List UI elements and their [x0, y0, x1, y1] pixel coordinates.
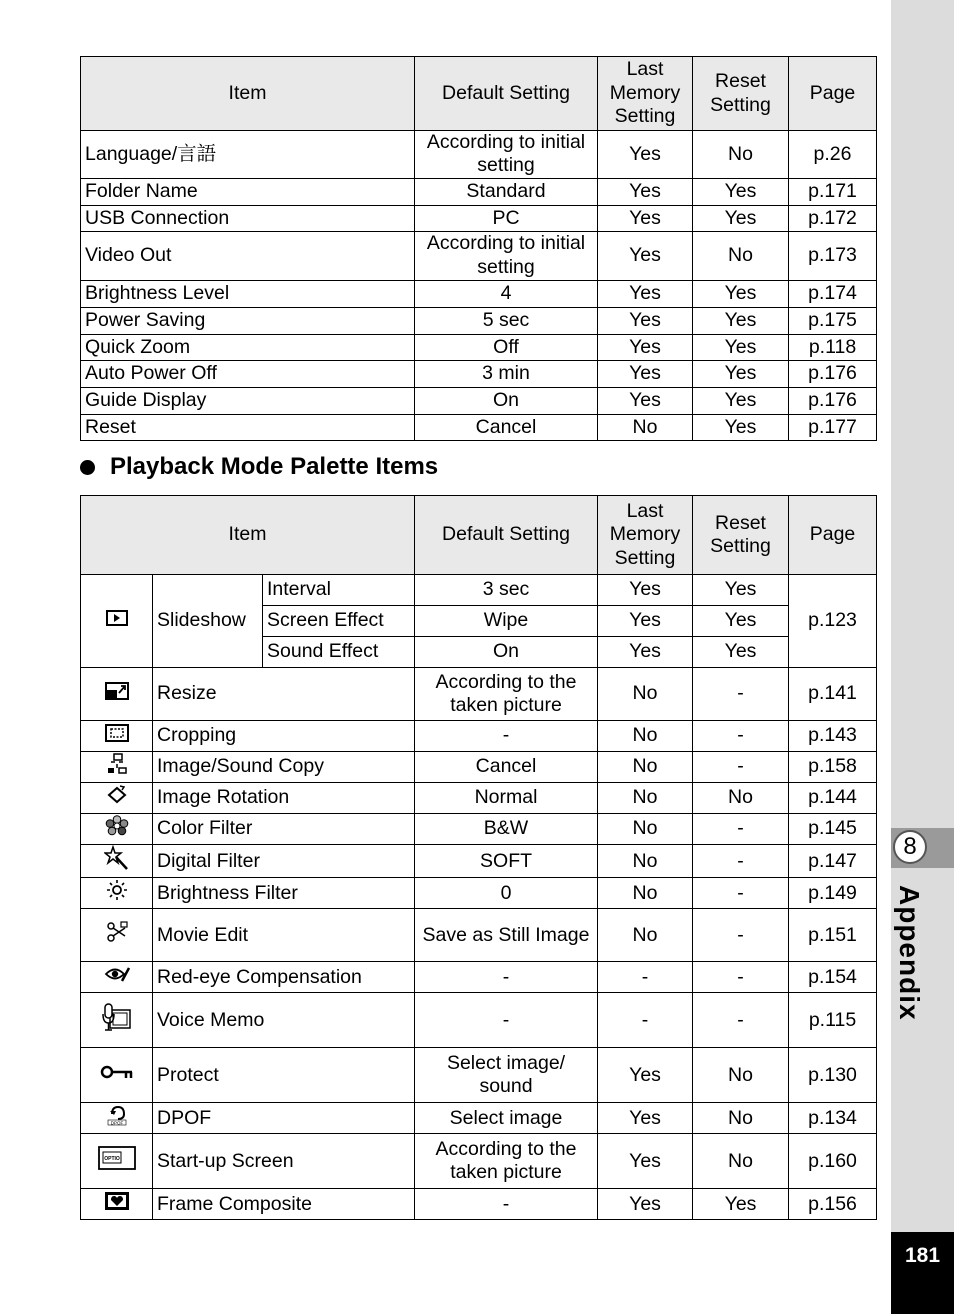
cell-item: Brightness Filter: [153, 878, 415, 909]
table-row: [81, 845, 877, 878]
cell-item: Video Out: [81, 231, 415, 280]
table-row: [81, 1134, 877, 1189]
cell-default: -: [415, 721, 598, 752]
cell-default: 3 sec: [415, 575, 598, 606]
cell-item: Digital Filter: [153, 845, 415, 878]
table-row: [81, 1048, 877, 1103]
table-row: [81, 414, 877, 440]
cell-last-memory: Yes: [598, 1189, 693, 1220]
cell-last-memory: No: [598, 814, 693, 845]
cell-item: DPOF: [153, 1103, 415, 1134]
rotation-icon: [106, 785, 128, 811]
cell-icon: [81, 878, 153, 909]
header-page: Page: [789, 57, 877, 131]
resize-icon: [105, 682, 129, 706]
cell-default: Save as Still Image: [415, 909, 598, 962]
settings-table: [80, 56, 877, 441]
cell-item: Cropping: [153, 721, 415, 752]
digital-filter-icon: [104, 845, 130, 877]
table-row: [81, 721, 877, 752]
cell-last-memory: No: [598, 668, 693, 721]
header-item: Item: [81, 57, 415, 131]
svg-text:DPOF: DPOF: [110, 1120, 123, 1126]
cell-page: p.141: [789, 668, 877, 721]
cell-item: Guide Display: [81, 387, 415, 414]
cell-reset: Yes: [693, 414, 789, 440]
header-item: Item: [81, 496, 415, 575]
cell-item: Reset: [81, 414, 415, 440]
cell-icon: [81, 845, 153, 878]
cell-default: -: [415, 962, 598, 993]
cell-icon: [81, 1103, 153, 1134]
startup-screen-icon: [98, 1146, 136, 1176]
cell-reset: Yes: [693, 205, 789, 231]
svg-text:OPTIO: OPTIO: [103, 1156, 120, 1163]
cell-last-memory: No: [598, 752, 693, 783]
cell-page: p.149: [789, 878, 877, 909]
page-number: 181: [891, 1232, 954, 1314]
cell-default: Wipe: [415, 606, 598, 637]
brightness-icon: [106, 879, 128, 907]
cell-icon: [81, 668, 153, 721]
voice-memo-icon: [101, 1002, 133, 1038]
table-row: [81, 334, 877, 360]
cell-default: On: [415, 637, 598, 668]
cell-last-memory: Yes: [598, 360, 693, 387]
cell-reset: No: [693, 1134, 789, 1189]
cell-reset: Yes: [693, 334, 789, 360]
cell-page: p.175: [789, 307, 877, 334]
cell-reset: -: [693, 752, 789, 783]
cell-item: Movie Edit: [153, 909, 415, 962]
cell-icon: [81, 1048, 153, 1103]
cell-reset: -: [693, 668, 789, 721]
cell-page: p.172: [789, 205, 877, 231]
cell-item: USB Connection: [81, 205, 415, 231]
cell-last-memory: No: [598, 783, 693, 814]
cell-reset: -: [693, 814, 789, 845]
color-filter-icon: [104, 815, 130, 843]
cell-item: Power Saving: [81, 307, 415, 334]
cell-icon: [81, 909, 153, 962]
cell-reset: No: [693, 1103, 789, 1134]
cell-default: According to the taken picture: [415, 1134, 598, 1189]
section-heading: [80, 453, 438, 481]
cell-item: Auto Power Off: [81, 360, 415, 387]
header-last-memory: Last Memory Setting: [598, 57, 693, 131]
cell-item: Slideshow: [153, 575, 263, 668]
cell-page: p.171: [789, 178, 877, 205]
table-row: [81, 1189, 877, 1220]
cell-last-memory: No: [598, 721, 693, 752]
cell-icon: [81, 575, 153, 668]
cell-item: Quick Zoom: [81, 334, 415, 360]
table-row: [81, 205, 877, 231]
table-row: [81, 993, 877, 1048]
table-row: [81, 280, 877, 307]
cell-reset: -: [693, 909, 789, 962]
header-last-memory: Last Memory Setting: [598, 496, 693, 575]
cell-reset: Yes: [693, 387, 789, 414]
cell-icon: [81, 1134, 153, 1189]
cell-reset: Yes: [693, 637, 789, 668]
cell-last-memory: No: [598, 414, 693, 440]
cell-item: Frame Composite: [153, 1189, 415, 1220]
cell-reset: -: [693, 878, 789, 909]
cell-last-memory: Yes: [598, 205, 693, 231]
cropping-icon: [105, 724, 129, 748]
cell-page: p.130: [789, 1048, 877, 1103]
cell-default: Normal: [415, 783, 598, 814]
cell-last-memory: Yes: [598, 387, 693, 414]
cell-default: Cancel: [415, 752, 598, 783]
table-row: [81, 231, 877, 280]
table-row: [81, 178, 877, 205]
dpof-icon: [106, 1104, 128, 1132]
table-header-row: [81, 496, 877, 575]
section-heading-text: Playback Mode Palette Items: [110, 453, 439, 480]
cell-default: 5 sec: [415, 307, 598, 334]
playback-palette-table: [80, 495, 877, 1220]
cell-icon: [81, 993, 153, 1048]
cell-page: p.145: [789, 814, 877, 845]
cell-default: Select image/ sound: [415, 1048, 598, 1103]
cell-default: Standard: [415, 178, 598, 205]
cell-subitem: Interval: [263, 575, 415, 606]
cell-last-memory: -: [598, 993, 693, 1048]
cell-default: B&W: [415, 814, 598, 845]
table-row: [81, 360, 877, 387]
cell-page: p.160: [789, 1134, 877, 1189]
table-row: [81, 962, 877, 993]
table-row: [81, 752, 877, 783]
cell-default: 3 min: [415, 360, 598, 387]
cell-default: -: [415, 993, 598, 1048]
cell-reset: Yes: [693, 280, 789, 307]
cell-reset: -: [693, 845, 789, 878]
table-row: [81, 131, 877, 179]
red-eye-icon: [104, 964, 130, 990]
cell-last-memory: Yes: [598, 606, 693, 637]
cell-icon: [81, 752, 153, 783]
chapter-title: Appendix: [894, 885, 925, 1021]
copy-icon: [105, 753, 129, 781]
cell-reset: Yes: [693, 360, 789, 387]
table-row: [81, 909, 877, 962]
cell-last-memory: Yes: [598, 334, 693, 360]
cell-last-memory: No: [598, 909, 693, 962]
table-row: [81, 878, 877, 909]
cell-reset: No: [693, 1048, 789, 1103]
cell-last-memory: -: [598, 962, 693, 993]
cell-item: Protect: [153, 1048, 415, 1103]
cell-last-memory: Yes: [598, 231, 693, 280]
cell-last-memory: Yes: [598, 307, 693, 334]
table-row: [81, 575, 877, 606]
cell-reset: -: [693, 962, 789, 993]
frame-composite-icon: [104, 1191, 130, 1217]
cell-item: Language/言語: [81, 131, 415, 179]
cell-reset: No: [693, 231, 789, 280]
cell-default: SOFT: [415, 845, 598, 878]
cell-reset: No: [693, 783, 789, 814]
cell-default: 0: [415, 878, 598, 909]
cell-page: p.174: [789, 280, 877, 307]
cell-subitem: Screen Effect: [263, 606, 415, 637]
cell-last-memory: Yes: [598, 131, 693, 179]
cell-icon: [81, 962, 153, 993]
cell-reset: Yes: [693, 178, 789, 205]
cell-page: p.26: [789, 131, 877, 179]
cell-last-memory: Yes: [598, 575, 693, 606]
cell-default: According to initial setting: [415, 131, 598, 179]
header-default: Default Setting: [415, 57, 598, 131]
cell-page: p.177: [789, 414, 877, 440]
cell-last-memory: Yes: [598, 1103, 693, 1134]
cell-last-memory: No: [598, 878, 693, 909]
table-row: [81, 668, 877, 721]
cell-item: Red-eye Compensation: [153, 962, 415, 993]
cell-icon: [81, 1189, 153, 1220]
cell-page: p.154: [789, 962, 877, 993]
cell-icon: [81, 814, 153, 845]
movie-edit-icon: [105, 921, 129, 949]
cell-default: On: [415, 387, 598, 414]
cell-default: 4: [415, 280, 598, 307]
cell-item: Folder Name: [81, 178, 415, 205]
cell-reset: -: [693, 721, 789, 752]
cell-last-memory: Yes: [598, 178, 693, 205]
cell-page: p.118: [789, 334, 877, 360]
cell-page: p.156: [789, 1189, 877, 1220]
table-header-row: [81, 57, 877, 131]
cell-page: p.176: [789, 360, 877, 387]
cell-item: Voice Memo: [153, 993, 415, 1048]
cell-item: Start-up Screen: [153, 1134, 415, 1189]
cell-page: p.176: [789, 387, 877, 414]
cell-page: p.173: [789, 231, 877, 280]
cell-item: Image/Sound Copy: [153, 752, 415, 783]
cell-page: p.143: [789, 721, 877, 752]
cell-default: Off: [415, 334, 598, 360]
cell-default: Select image: [415, 1103, 598, 1134]
cell-reset: Yes: [693, 307, 789, 334]
cell-page: p.151: [789, 909, 877, 962]
table-row: [81, 814, 877, 845]
cell-reset: -: [693, 993, 789, 1048]
header-reset: Reset Setting: [693, 496, 789, 575]
cell-default: According to initial setting: [415, 231, 598, 280]
cell-page: p.123: [789, 575, 877, 668]
cell-reset: Yes: [693, 606, 789, 637]
cell-last-memory: Yes: [598, 637, 693, 668]
cell-reset: No: [693, 131, 789, 179]
cell-item: Image Rotation: [153, 783, 415, 814]
cell-last-memory: Yes: [598, 1134, 693, 1189]
cell-reset: Yes: [693, 575, 789, 606]
cell-icon: [81, 721, 153, 752]
cell-page: p.115: [789, 993, 877, 1048]
protect-key-icon: [100, 1063, 134, 1087]
table-row: [81, 307, 877, 334]
cell-reset: Yes: [693, 1189, 789, 1220]
header-page: Page: [789, 496, 877, 575]
table-row: [81, 1103, 877, 1134]
chapter-number: 8: [893, 830, 927, 864]
cell-default: PC: [415, 205, 598, 231]
cell-page: p.144: [789, 783, 877, 814]
cell-page: p.147: [789, 845, 877, 878]
cell-last-memory: Yes: [598, 1048, 693, 1103]
header-default: Default Setting: [415, 496, 598, 575]
cell-item: Resize: [153, 668, 415, 721]
cell-item: Brightness Level: [81, 280, 415, 307]
cell-last-memory: No: [598, 845, 693, 878]
cell-last-memory: Yes: [598, 280, 693, 307]
slideshow-icon: [105, 609, 129, 633]
header-reset: Reset Setting: [693, 57, 789, 131]
cell-item: Color Filter: [153, 814, 415, 845]
cell-default: Cancel: [415, 414, 598, 440]
cell-page: p.134: [789, 1103, 877, 1134]
cell-default: According to the taken picture: [415, 668, 598, 721]
table-row: [81, 387, 877, 414]
table-row: [81, 783, 877, 814]
chapter-sidebar: [891, 0, 954, 1314]
cell-subitem: Sound Effect: [263, 637, 415, 668]
bullet-icon: [80, 460, 95, 475]
cell-default: -: [415, 1189, 598, 1220]
cell-page: p.158: [789, 752, 877, 783]
cell-icon: [81, 783, 153, 814]
